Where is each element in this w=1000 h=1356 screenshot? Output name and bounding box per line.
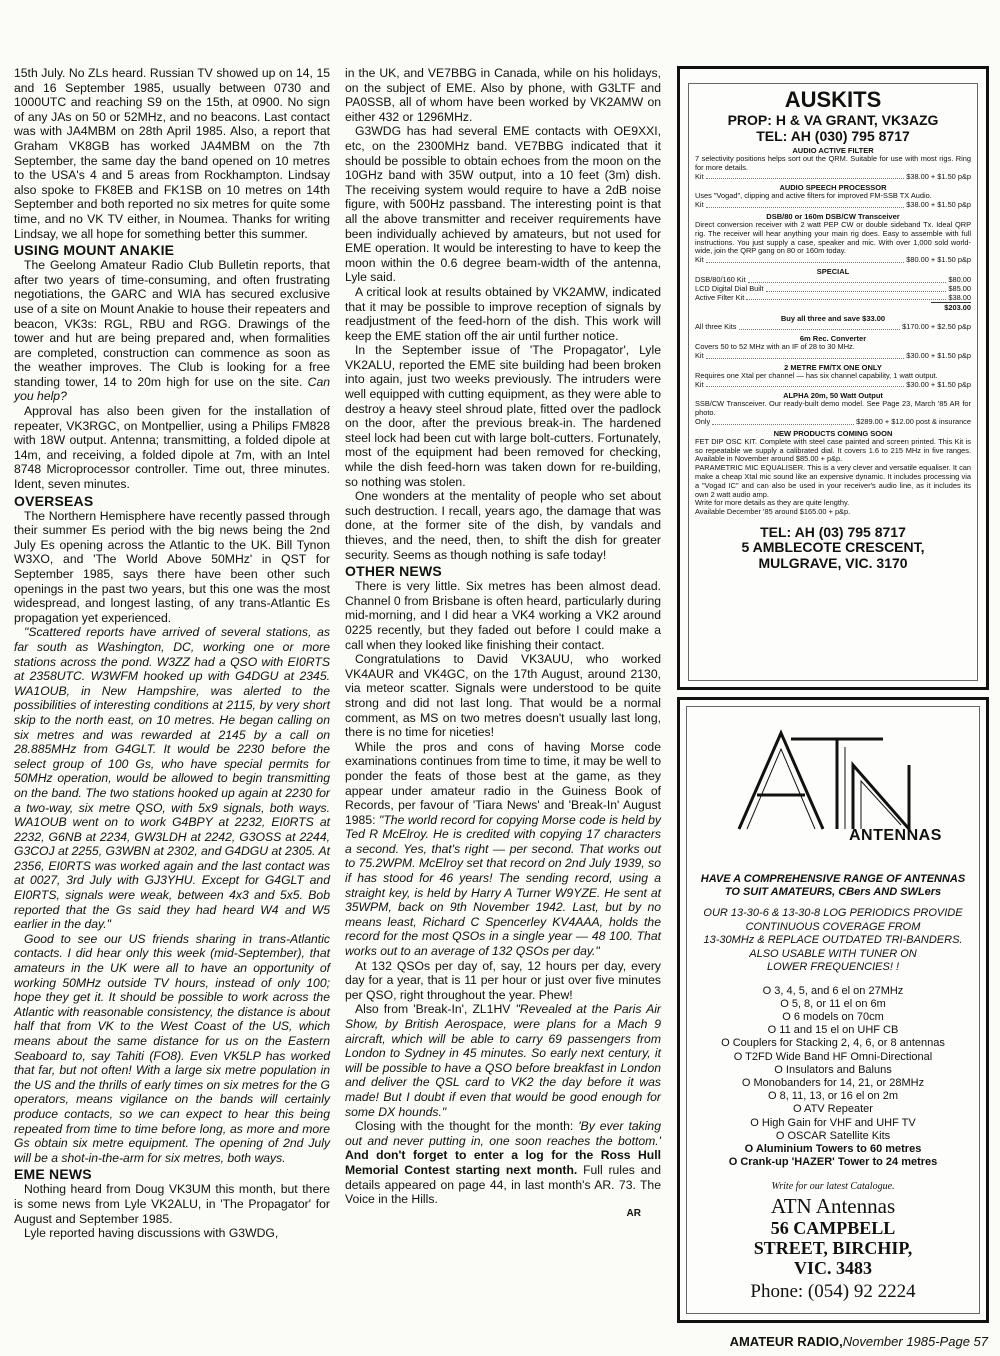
auskits-title: AUSKITS: [784, 87, 882, 112]
atn-catalogue-note: Write for our latest Catalogue.: [771, 1181, 895, 1193]
list-item: O Monobanders for 14, 21, or 28MHz: [741, 1076, 925, 1089]
article-column-2: [345, 66, 661, 1221]
price-row: [695, 256, 971, 265]
headline-line: TO SUIT AMATEURS, CBers AND SWLers: [724, 886, 942, 898]
atn-address-line: VIC. 3483: [793, 1258, 872, 1279]
paragraph-italic: Can you help?: [14, 374, 330, 404]
atn-address-line: STREET, BIRCHIP,: [753, 1238, 913, 1259]
list-item: O Couplers for Stacking 2, 4, 6, or 8 antennas: [721, 1037, 945, 1050]
product-heading: ALPHA 20m, 50 Watt Output: [783, 391, 883, 401]
quote-text: "Revealed at the Paris Air Show, by British Aerospace, were plans for a Mach 9 aircraft, which will be able to carry 69 passengers from London to Sydney in 45 minutes. So early next century, it will be possible to have a QSO before breakfast in London and deliver the QSL card to VK2 the day before it was made! But I doubt if even that would be good enough for some DX hounds.": [345, 1002, 661, 1119]
paragraph: Congratulations to David VK3AUU, who worked VK4AUR and VK4GC, on the 17th August, around 2130, via meteor scatter. Signals were understood to be quite strong and did not last long. That would be a normal comment, as MS on two metres doesn't usually last long, there is no time for niceties!: [345, 652, 661, 740]
atn-address-line: 56 CAMPBELL: [770, 1218, 896, 1239]
price-value: $38.00: [948, 292, 971, 302]
price-label: LCD Digital Dial Built: [695, 283, 764, 293]
paragraph: Lyle reported having discussions with G3WDG,: [24, 1226, 279, 1241]
atn-product-list: [693, 985, 973, 1170]
product-description: Requires one Xtal per channel — has six channel capability, 1 watt output.: [695, 370, 938, 380]
paragraph: 15th July. No ZLs heard. Russian TV showed up on 14, 15 and 16 September 1985, usually between 0730 and 1000UTC and reaching S9 on the 15th, at 0900. No sign of any JAs on 50 or 52MHz, and no beacons. Last contact was with JA4MBM on 28th April 1985. Also, a report that Graham VK8GB has worked JA4MBM on the 7th September, the same day the band opened on 10 metres to the USA's 4 and 5 areas from Rockhampton. Lindsay also spoke to FK8EB and FK1SB on 10 metres on 14th September and both reported no six metres for quite some time, and no VK TV either, in Noumea. Thanks for writing Lindsay, we all hope for something better this summer.: [14, 66, 330, 241]
list-item: O High Gain for VHF and UHF TV: [750, 1116, 916, 1129]
product-description: Uses "Vogad", clipping and active filters for improved FM-SSB TX Audio.: [695, 191, 932, 201]
section-heading-other-news: OTHER NEWS: [345, 563, 442, 580]
price-label: Kit: [695, 379, 704, 389]
price-leader: [706, 201, 905, 208]
special-total: $203.00: [931, 302, 971, 312]
paragraph: [14, 258, 330, 404]
product-heading: 2 METRE FM/TX ONE ONLY: [784, 362, 882, 372]
product-description: Write for more details as they are quite lengthy.: [695, 498, 850, 508]
product-description: 7 selectivity positions helps sort out the QRM. Suitable for use with most rigs. Ring for more details.: [695, 154, 971, 172]
price-value: $85.00: [948, 283, 971, 293]
price-label: DSB/80/160 Kit: [695, 274, 746, 284]
price-row: [695, 381, 971, 390]
price-value: $80.00 + $1.50 p&p: [906, 255, 971, 265]
logo-letter-a: [739, 733, 823, 829]
atn-headline: [693, 873, 973, 899]
list-item: O Insulators and Baluns: [774, 1063, 892, 1076]
price-leader: [739, 323, 901, 330]
magazine-name: AMATEUR RADIO,: [729, 1334, 843, 1349]
paragraph: [345, 1002, 661, 1119]
contact-suburb: MULGRAVE, VIC. 3170: [758, 554, 908, 571]
auskits-advert: [677, 66, 989, 690]
list-item: O OSCAR Satellite Kits: [775, 1129, 891, 1142]
price-leader: [706, 256, 905, 263]
price-value: $38.00 + $1.50 p&p: [906, 200, 971, 210]
paragraph: [345, 740, 661, 959]
paragraph: In the September issue of 'The Propagator', Lyle VK2ALU, reported the EME site building had been broken into again, just two weeks previously. The intruders were well equipped with cutting equipment, as they were able to destroy a heavy steel shroud plate, fitted over the padlock on the door, after the previous break-in. The hardened steel lock had been cut with large bolt-cutters. Fortunately, most of the equipment had been removed for checking, while the dish feed-horn was taken down for re-building, so nothing was stolen.: [345, 343, 661, 489]
product-heading: AUDIO SPEECH PROCESSOR: [779, 183, 887, 193]
quote-text: 'By ever taking out and never putting in, one soon reaches the bottom.': [345, 1119, 661, 1148]
price-leader: [766, 285, 947, 292]
atn-antennas-label: ANTENNAS: [849, 827, 942, 844]
atn-antennas-advert: [677, 697, 989, 1323]
section-heading-mount-anakie: USING MOUNT ANAKIE: [14, 242, 175, 259]
blurb-line: ALSO USABLE WITH TUNER ON: [749, 947, 917, 960]
section-heading-eme-news: EME NEWS: [14, 1166, 92, 1183]
product-description: Direct conversion receiver with 2 watt PEP CW or double sideband Tx. Ideal QRP rig. The receiver will hear anything your main rig does. Easy to assemble with full instructions. You just supply a case, speaker and mic. With over 1,000 sold world-wide, join the QRP gang on 80 or 160m today.: [695, 219, 971, 256]
paragraph: A critical look at results obtained by VK2AMW, indicated that it may be possible to improve reception of signals by readjustment of the feed-horn of the dish. This work will keep the EME station off the air until further notice.: [345, 284, 661, 343]
price-leader: [712, 418, 854, 425]
paragraph: [345, 1119, 661, 1207]
list-item: O Aluminium Towers to 60 metres: [744, 1142, 922, 1155]
product-description: Available December '85 around $165.00 + p&p.: [695, 507, 851, 517]
paragraph-text: Full rules and details appeared on page 44, in last month's AR. 73. The Voice in the Hills.: [345, 1162, 661, 1207]
section-heading-overseas: OVERSEAS: [14, 492, 94, 509]
paragraph: One wonders at the mentality of people who set about such destruction. I recall, years ago, the damage that was done, at the former site of the dish, by vandals and thieves, and the need, then, to shift the dish for greater security. Seems as though nothing is safe today!: [345, 489, 661, 562]
price-row: [695, 173, 971, 182]
blurb-line: 13-30MHz & REPLACE OUTDATED TRI-BANDERS.: [703, 934, 963, 946]
price-leader: [706, 173, 905, 180]
page-footer: [730, 1334, 988, 1349]
price-value: $80.00: [948, 274, 971, 284]
auskits-proprietors: PROP: H & VA GRANT, VK3AZG: [727, 112, 939, 128]
list-item: O ATV Repeater: [793, 1103, 873, 1116]
price-label: Only: [695, 416, 711, 426]
auskits-phone: TEL: AH (030) 795 8717: [756, 128, 910, 144]
price-value: $289.00 + $12.00 post & insurance: [856, 416, 971, 426]
paragraph: Nothing heard from Doug VK3UM this month, but there is some news from Lyle VK2ALU, in 'The Propagator' for August and September 1985.: [14, 1182, 330, 1226]
paragraph-text: While the pros and cons of having Morse code examinations continues from time to time, it may be well to ponder the feats of those best at the game, as they appear under amateur radio in the Guiness Book of Records, per favour of 'Tiara News' and 'Break-In' August 1985:: [345, 739, 661, 827]
product-description: PARAMETRIC MIC EQUALISER. This is a very clever and versatile equaliser. It can make a cheap Xtal mic sound like an expensive dynamic. It includes processing via a "Vogad IC" and can also be used in your receiver's audio line, as it includes its own 2 watt audio amp.: [695, 463, 971, 499]
blurb-line: OUR 13-30-6 & 13-30-8 LOG PERIODICS PROVIDE: [703, 907, 963, 919]
product-heading: DSB/80 or 160m DSB/CW Transceiver: [766, 211, 900, 221]
product-description: SSB/CW Transceiver. Our ready-built demo model. See Page 23, March '85 AR for photo.: [695, 399, 971, 418]
price-row: [695, 201, 971, 210]
product-heading: SPECIAL: [816, 266, 850, 276]
price-label: Kit: [695, 350, 704, 360]
list-item: O 8, 11, 13, or 16 el on 2m: [767, 1090, 899, 1103]
price-value: $170.00 + $2.50 p&p: [902, 322, 971, 332]
atn-logo: [733, 725, 933, 835]
paragraph: The Northern Hemisphere have recently passed through their summer Es period with the big news being the 2nd July Es opening across the Atlantic to the UK. Bill Tynon W3XO, and 'The World Above 50MHz' in QST for September 1985, says there have been other such openings in the past two years, but this one was the most widespread, and longest lasting, of any trans-Atlantic Es propagation yet experienced.: [14, 508, 330, 625]
product-heading: NEW PRODUCTS COMING SOON: [773, 428, 893, 438]
auskits-contact: [695, 525, 971, 572]
paragraph: in the UK, and VE7BBG in Canada, while on his holidays, on the subject of EME. Also by phone, with G3LTF and PA0SSB, all of whom have been worked by VK2AMW on either 432 or 1296MHz.: [345, 66, 661, 124]
price-value: $30.00 + $1.50 p&p: [906, 350, 971, 360]
blurb-line: LOWER FREQUENCIES! !: [766, 961, 900, 973]
price-label: Kit: [695, 200, 704, 210]
price-value: $30.00 + $1.50 p&p: [906, 379, 971, 389]
price-value: $38.00 + $1.50 p&p: [906, 171, 971, 181]
paragraph-text: Also from 'Break-In', ZL1HV: [355, 1002, 511, 1017]
price-leader: [706, 381, 905, 388]
quote-paragraph: "Scattered reports have arrived of several stations, as far south as Washington, DC, working one or more stations across the pond. W3ZZ had a QSO with EI0RTS at 2358UTC. W3WFM hooked up with G4DGU at 2345. WA1OUB, in New Hampshire, was alerted to the possibilities of interesting conditions at 2115, by very short skip to the north east, on 10 metres. He began calling on six metres and was rewarded at 2145 by a call on 28.885MHz from G4GLT. It would be 2230 before the select group of 100 Gs, who have special permits for 50MHz operation, would be allowed to begin transmitting on the band. The two stations hooked up again at 2230 for a two-way, six metre QSO, with 5x9 signals, both ways. WA1OUB went on to work G4BPY at 2232, EI0RTS at 2232, G6NB at 2234, GW3LDH at 2242, G3OSS at 2244, G3COJ at 2255, G3WBN at 2302, and G4DGU at 2305. At 2356, EI0RTS was worked again and the last contact was at 0027, 3rd July with GJ3YHU. Except for G4GLT and EI0RTS, signals were weak, between 4x3 and 5x5. Bob reported that the Gs said they had heard W4 and W5 earlier in the day.": [14, 625, 330, 932]
price-leader: [706, 352, 905, 359]
headline-line: HAVE A COMPREHENSIVE RANGE OF ANTENNAS: [700, 873, 966, 885]
price-leader: [746, 294, 946, 301]
product-description: Covers 50 to 52 MHz with an IF of 28 to 30 MHz.: [695, 342, 855, 352]
list-item: O T2FD Wide Band HF Omni-Directional: [733, 1050, 933, 1063]
atn-company-name: ATN Antennas: [770, 1194, 896, 1219]
price-label: All three Kits: [695, 322, 737, 332]
issue-and-page: November 1985-Page 57: [842, 1334, 988, 1349]
article-column-1: [14, 66, 330, 1241]
auskits-advert-inner: [688, 83, 978, 681]
list-item: O 3, 4, 5, and 6 el on 27MHz: [762, 984, 904, 997]
list-item: O 6 models on 70cm: [782, 1010, 884, 1023]
product-description: FET DIP OSC KIT. Complete with steel case painted and screen printed. This Kit is so repeatable we supply a calibrated dial. It covers 1.6 to 215 MHz in five ranges. Available in November around $85.00 + p&p.: [695, 436, 971, 464]
logo-outline: [861, 781, 901, 829]
product-heading: 6m Rec. Converter: [799, 334, 867, 344]
list-item: O 11 and 15 el on UHF CB: [767, 1024, 899, 1037]
price-label: Kit: [695, 255, 704, 265]
contest-reminder: And don't forget to enter a log for the Ross Hull Memorial Contest starting next month.: [345, 1148, 661, 1177]
contact-street: 5 AMBLECOTE CRESCENT,: [741, 539, 925, 556]
paragraph: At 132 QSOs per day of, say, 12 hours per day, every day for a year, that is 11 per hour or just over five minutes per QSO, right throughout the year. Phew!: [345, 958, 661, 1002]
paragraph: Good to see our US friends sharing in trans-Atlantic contacts. I did hear only this week (mid-September), that amateurs in the UK were all to have an opportunity of working 50MHz outside TV hours, instead of only 100; hope they get it. It should be possible to work across the Atlantic with reasonable consistency, the distance is about half that from VK to the West Coast of the US, which means about the same distance for us on the Eastern Seaboard to, say Tahiti (FO8). Even VK5LP has worked that far, but not often! With a large six metre population in the US and the thrills of early times on six metres for the G operators, means vigilance on the bands will certainly produce contacts, so we can expect to hear this being repeated from time to time before long, as more and more Gs obtain six metre equipment. The opening of 2nd July will be a shot-in-the-arm for six metres, both ways.: [14, 931, 330, 1165]
price-leader: [748, 276, 947, 283]
product-heading: Buy all three and save $33.00: [780, 314, 886, 324]
paragraph-text: The Geelong Amateur Radio Club Bulletin reports, that after two years of time-consuming, and often frustrating negotiations, the GARC and WIA has secured exclusive use of a site on Mount Anakie to house their repeaters and beacon, VK3s: RGL, RBU and RGG. Drawings of the tower and hut are being prepared and, when formalities are completed, construction can commence as soon as the weather improves. The Club is looking for a free standing tower, 14 to 20m high for use on the site.: [14, 258, 330, 389]
list-item: O 5, 8, or 11 el on 6m: [780, 997, 886, 1010]
product-heading: AUDIO ACTIVE FILTER: [792, 146, 874, 155]
price-row: [695, 323, 971, 332]
atn-advert-inner: [686, 706, 980, 1314]
atn-log-periodic-blurb: [693, 907, 973, 975]
price-label: Kit: [695, 171, 704, 181]
list-item: O Crank-up 'HAZER' Tower to 24 metres: [728, 1156, 938, 1169]
price-row: [695, 294, 971, 303]
price-row: [695, 418, 971, 427]
price-label: Active Filter Kit: [695, 292, 745, 302]
quote-text: "The world record for copying Morse code is held by Ted R McElroy. He is credited with copying 17 characters a second. Yes, that's right — per second. That works out to 75.2WPM. McElroy set that record on 2nd July 1939, so if has stood for 46 years! The sending record, using a straight key, is held by Harry A Turner W9YZE. He sent at 35WPM, back on 9th November 1942. Last, but by no means least, Richard C Spencerley KV4AAA, holds the record for the most QSOs in a single year — 48 100. That works out to an average of 132 QSOs per day.": [345, 812, 661, 959]
contact-phone: TEL: AH (03) 795 8717: [760, 523, 906, 540]
atn-phone: Phone: (054) 92 2224: [750, 1281, 916, 1303]
paragraph: There is very little. Six metres has been almost dead. Channel 0 from Brisbane is often heard, particularly during mid-morning, and I did hear a VK4 working a VK2 around 0225 recently, but they faded out before I could make a call when they looked like finishing their contact.: [345, 579, 661, 652]
paragraph: G3WDG has had several EME contacts with OE9XXI, etc, on the 2300MHz band. VE7BBG indicated that it should be possible to obtain echoes from the moon on the 10GHz band with 35W output, into a 10 feet (3m) dish. The receiving system would require to have a 2dB noise figure, with 500Hz passband. The interesting point is that all the above transmitter and receiver requirements have been individually achieved by amateurs, but not used for EME operation. It would be interesting to have to keep the moon within the 0.6 degree beam-width of the antenna, Lyle said.: [345, 124, 661, 285]
blurb-line: CONTINUOUS COVERAGE FROM: [745, 920, 921, 933]
paragraph-text: Closing with the thought for the month:: [355, 1119, 574, 1134]
article-sign-off: AR: [626, 1207, 641, 1219]
price-row: [695, 352, 971, 361]
paragraph: Approval has also been given for the installation of repeater, VK3RGC, on Montpellier, using a Philips FM828 with 18W output. Antenna; transmitting, a folded dipole at 14m, and receiving, a folded dipole at 7m, with an Intel 8748 Microprocessor controller. Time out, three minutes. Ident, seven minutes.: [14, 404, 330, 492]
